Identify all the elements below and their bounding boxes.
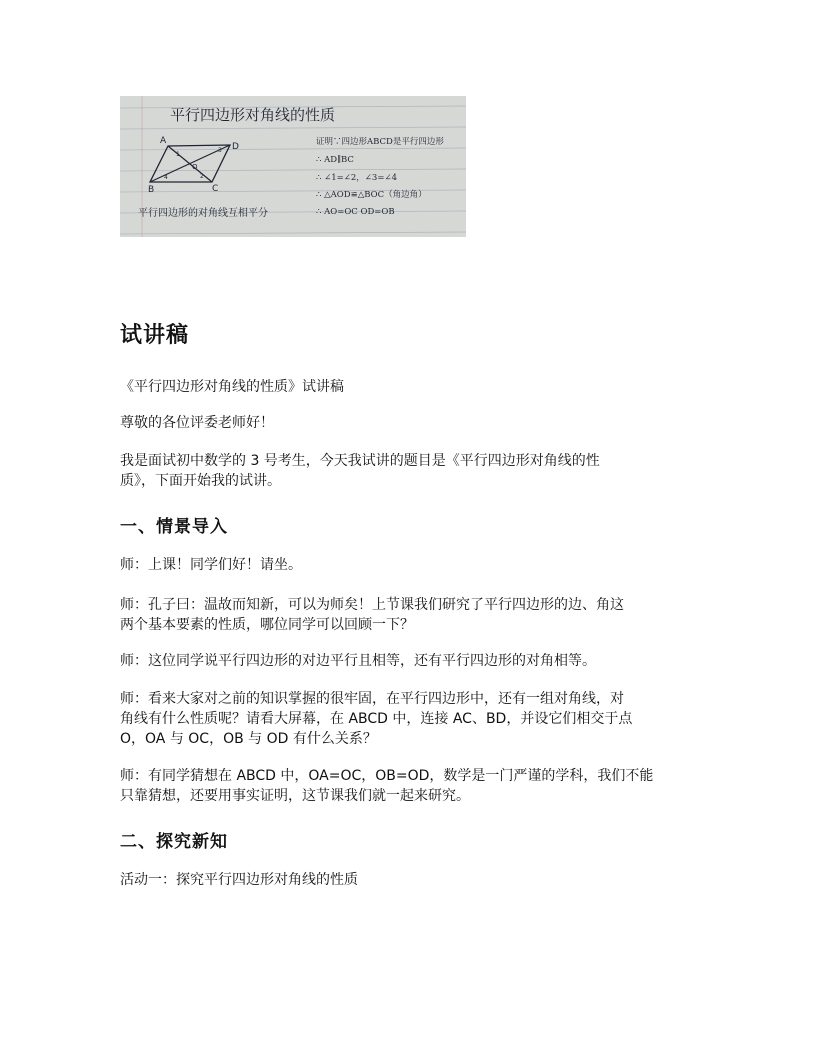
- teacher-line: 师：有同学猜想在 ABCD 中，OA=OC，OB=OD，数学是一门严谨的学科，我们不能: [120, 768, 654, 784]
- teacher-line: O，OA 与 OC，OB 与 OD 有什么关系？: [120, 731, 377, 747]
- page-title: 试讲稿: [120, 323, 190, 348]
- teacher-line: 只靠猜想，还要用事实证明，这节课我们就一起来研究。: [120, 788, 470, 804]
- teacher-line: 师：孔子曰：温故而知新，可以为师矣！上节课我们研究了平行四边形的边、角这: [120, 597, 624, 613]
- intro-line: 质》，下面开始我的试讲。: [120, 473, 281, 489]
- proof-line: ∴ AD∥BC: [316, 155, 354, 165]
- teacher-line: 师：这位同学说平行四边形的对边平行且相等，还有平行四边形的对角相等。: [120, 653, 596, 669]
- vertex-c: C: [212, 184, 219, 194]
- section-heading-intro: 一、情景导入: [120, 517, 228, 537]
- proof-line: 证明∵四边形ABCD是平行四边形: [316, 137, 444, 147]
- photo-title: 平行四边形对角线的性质: [170, 106, 336, 124]
- handwritten-notes-photo: [120, 96, 466, 237]
- teacher-line: 师：上课！同学们好！请坐。: [120, 557, 302, 573]
- notes-conclusion: 平行四边形的对角线互相平分: [138, 208, 268, 219]
- intro-line: 我是面试初中数学的 3 号考生，今天我试讲的题目是《平行四边形对角线的性: [120, 453, 600, 469]
- notes-drawing: [120, 96, 466, 237]
- vertex-d: D: [232, 142, 239, 152]
- section-heading-explore: 二、探究新知: [120, 832, 228, 852]
- proof-line: ∴ AO=OC OD=OB: [316, 207, 395, 217]
- angle-1: 1: [176, 151, 180, 158]
- greeting: 尊敬的各位评委老师好！: [120, 415, 274, 431]
- proof-line: ∴ △AOD≌△BOC（角边角）: [316, 190, 427, 200]
- angle-2: 2: [200, 173, 204, 180]
- angle-4: 4: [164, 174, 168, 181]
- vertex-a: A: [160, 136, 167, 146]
- teacher-line: 两个基本要素的性质，哪位同学可以回顾一下？: [120, 617, 414, 633]
- proof-line: ∴ ∠1=∠2，∠3=∠4: [316, 173, 397, 183]
- angle-3: 3: [218, 147, 222, 154]
- vertex-o: O: [192, 163, 198, 171]
- activity-line: 活动一：探究平行四边形对角线的性质: [120, 872, 358, 888]
- doc-subtitle: 《平行四边形对角线的性质》试讲稿: [120, 379, 344, 395]
- teacher-line: 师：看来大家对之前的知识掌握的很牢固，在平行四边形中，还有一组对角线，对: [120, 691, 624, 707]
- teacher-line: 角线有什么性质呢？请看大屏幕，在 ABCD 中，连接 AC、BD，并设它们相交于点: [120, 711, 633, 727]
- vertex-b: B: [148, 185, 155, 195]
